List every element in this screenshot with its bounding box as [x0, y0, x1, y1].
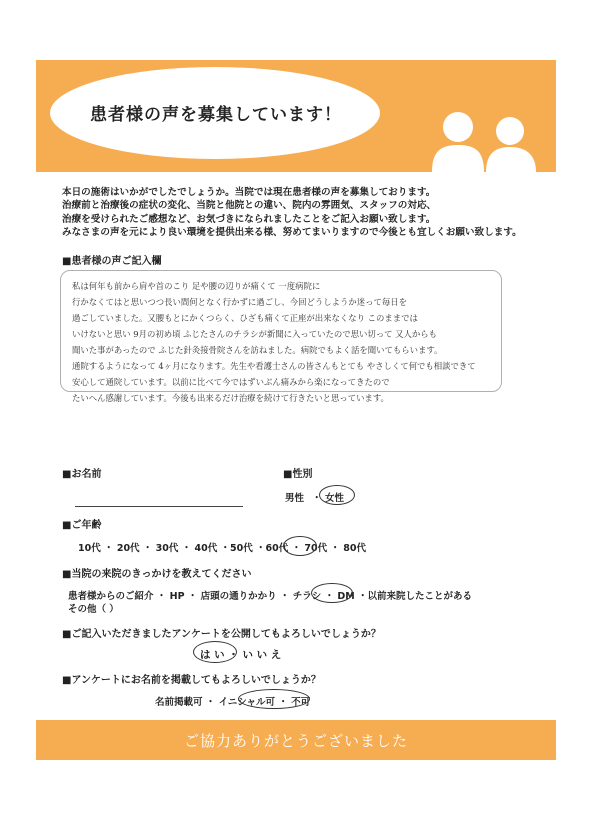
- intro-text: [62, 186, 542, 240]
- comment-line: 安心して通院しています。以前に比べて今ではずいぶん痛みから楽になってきたので: [72, 377, 390, 387]
- selected-initial-circle: [238, 689, 310, 709]
- name-publish-label: ■アンケートにお名前を掲載してもよろしいでしょうか？: [62, 675, 321, 686]
- gender-female-option: 女性: [325, 493, 345, 504]
- selected-publish-circle: [193, 641, 237, 663]
- source-other: その他（ ）: [68, 604, 119, 615]
- selected-age-circle: [283, 536, 317, 556]
- selected-female-circle: [319, 485, 355, 505]
- comment-line: 行かなくてはと思いつつ長い間何となく行かずに過ごし、今回どうしようか迷って毎日を: [72, 297, 407, 307]
- intro-line: 治療前と治療後の症状の変化、当院と他院との違い、院内の雰囲気、スタッフの対応、: [62, 200, 437, 212]
- footer-thanks: ご協力ありがとうございました: [183, 732, 408, 750]
- age-options: 10代 ・ 20代 ・ 30代 ・ 40代 ・50代 ・60代 ・ 70代 ・ 80代: [78, 543, 366, 554]
- people-icon: [418, 105, 546, 172]
- comment-line: 過ごしていました。又腰もとにかくつらく、ひざも痛くて正座が出来なくなり このままでは: [72, 313, 418, 323]
- gender-separator: ・: [312, 493, 322, 504]
- source-label: ■当院の来院のきっかけを教えてください: [62, 569, 252, 580]
- name-publish-options: 名前掲載可 ・ イニシャル可 ・ 不可: [155, 697, 311, 708]
- selected-source-circle: [311, 583, 353, 603]
- gender-male-option: 男性: [285, 493, 305, 504]
- comment-line: 通院するようになって 4ヶ月になります。先生や看護士さんの皆さんもとても やさしくて何でも相談できて: [72, 361, 476, 371]
- age-label: ■ご年齢: [62, 520, 102, 531]
- name-field-line: [75, 506, 243, 507]
- intro-line: みなさまの声を元により良い環境を提供出来る様、努めてまいりますので今後とも宜しくお願い致します。: [62, 227, 522, 239]
- name-label: ■お名前: [62, 469, 102, 480]
- page-title: 患者様の声を募集しています！: [90, 105, 342, 125]
- comment-line: たいへん感謝しています。今後も出来るだけ治療を続けて行きたいと思っています。: [72, 393, 389, 403]
- comment-line: いけないと思い 9月の初め頃 ふじたさんのチラシが新聞に入っていたので思い切って 又人からも: [72, 329, 438, 339]
- source-options: 患者様からのご紹介 ・ HP ・ 店頭の通りかかり ・ チラシ ・ DM ・以前来院したことがある: [68, 591, 473, 602]
- intro-line: 治療を受けられたご感想など、お気づきになられましたことをご記入お願い致します。: [62, 213, 436, 225]
- publish-label: ■ご記入いただきましたアンケートを公開してもよろしいでしょうか？: [62, 629, 381, 640]
- gender-label: ■性別: [283, 469, 313, 480]
- comment-line: 聞いた事があったので ふじた針灸接骨院さんを訪ねました。病院でもよく話を聞いてもらいます。: [72, 345, 443, 355]
- publish-options: は い ・ い い え: [200, 649, 282, 661]
- comment-label: ■患者様の声ご記入欄: [62, 256, 162, 267]
- handwritten-comment: [72, 278, 492, 406]
- intro-line: 本日の施術はいかがでしたでしょうか。当院では現在患者様の声を募集しております。: [62, 187, 436, 198]
- comment-line: 私は何年も前から肩や首のこり 足や腰の辺りが痛くて 一度病院に: [72, 281, 321, 291]
